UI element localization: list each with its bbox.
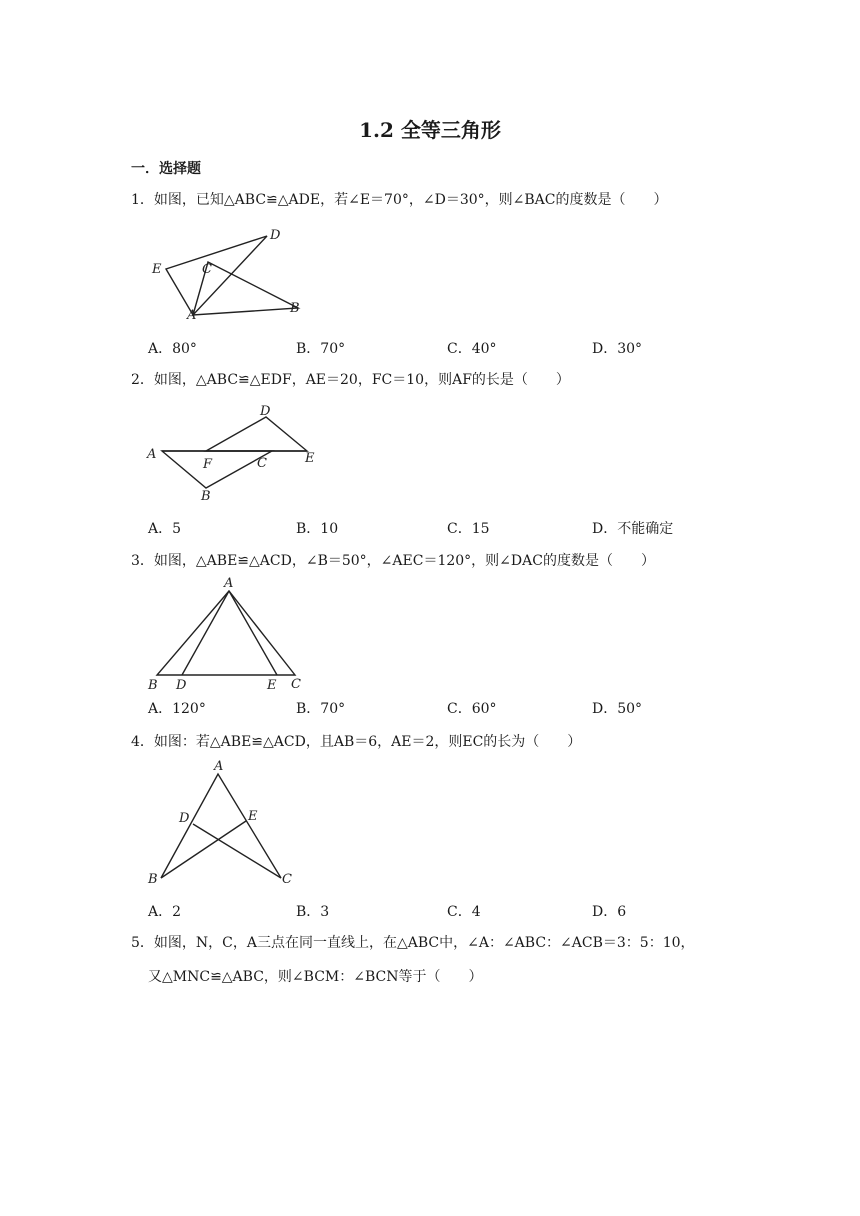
label-D: D <box>176 678 187 693</box>
label-D: D <box>260 404 271 419</box>
question-3-stem: 3．如图，△ABE≌△ACD，∠B＝50°，∠AEC＝120°，则∠DAC的度数是（ ） <box>131 553 655 569</box>
q3-option-c[interactable]: C．60° <box>447 701 497 717</box>
q1-option-c[interactable]: C．40° <box>447 341 497 357</box>
q2-option-b[interactable]: B．10 <box>296 521 339 537</box>
question-4-figure <box>140 758 310 893</box>
q4-option-b[interactable]: B．3 <box>296 904 330 920</box>
q4-option-a[interactable]: A．2 <box>148 904 182 920</box>
label-D: D <box>270 228 281 243</box>
question-2-stem: 2．如图，△ABC≌△EDF，AE＝20，FC＝10，则AF的长是（ ） <box>131 372 570 388</box>
label-B: B <box>148 872 158 887</box>
question-5-stem-line1: 5．如图，N，C，A三点在同一直线上，在△ABC中，∠A：∠ABC：∠ACB＝3：5：10， <box>131 935 695 951</box>
label-C: C <box>257 456 267 471</box>
triangle-abc-sides <box>161 774 281 878</box>
label-A: A <box>147 447 157 462</box>
label-F: F <box>203 457 213 472</box>
triangle-abc <box>157 591 295 675</box>
label-A: A <box>224 576 234 591</box>
label-A: A <box>187 308 197 323</box>
label-E: E <box>152 262 162 277</box>
triangle-abc <box>162 451 272 488</box>
label-B: B <box>290 301 300 316</box>
label-C: C <box>291 677 301 692</box>
q1-option-d[interactable]: D．30° <box>592 341 643 357</box>
question-1-figure <box>140 222 320 322</box>
label-E: E <box>267 678 277 693</box>
q2-option-d[interactable]: D．不能确定 <box>592 521 674 537</box>
triangle-ade <box>166 236 267 315</box>
line-cd <box>193 824 281 878</box>
label-A: A <box>214 759 224 774</box>
q3-option-b[interactable]: B．70° <box>296 701 346 717</box>
line-ad <box>182 591 229 675</box>
label-E: E <box>248 809 258 824</box>
label-C: C <box>282 872 292 887</box>
q3-option-d[interactable]: D．50° <box>592 701 643 717</box>
q2-option-c[interactable]: C．15 <box>447 521 490 537</box>
question-5-stem-line2: 又△MNC≌△ABC，则∠BCM：∠BCN等于（ ） <box>148 969 483 985</box>
label-B: B <box>148 678 158 693</box>
label-B: B <box>201 489 211 504</box>
line-ae <box>229 591 277 675</box>
question-2-figure <box>140 400 330 505</box>
label-E: E <box>305 451 315 466</box>
triangle-edf <box>206 417 307 451</box>
q1-option-a[interactable]: A．80° <box>148 341 197 357</box>
section-heading: 一．选择题 <box>131 161 201 177</box>
question-3-figure <box>140 574 320 694</box>
label-C: C <box>202 262 212 277</box>
page-title: 1.2 全等三角形 <box>359 118 501 142</box>
label-D: D <box>179 811 190 826</box>
q3-option-a[interactable]: A．120° <box>148 701 206 717</box>
q4-option-d[interactable]: D．6 <box>592 904 627 920</box>
question-1-stem: 1．如图，已知△ABC≌△ADE，若∠E＝70°，∠D＝30°，则∠BAC的度数是（ ） <box>131 192 668 208</box>
q4-option-c[interactable]: C．4 <box>447 904 481 920</box>
q1-option-b[interactable]: B．70° <box>296 341 346 357</box>
q2-option-a[interactable]: A．5 <box>148 521 182 537</box>
question-4-stem: 4．如图：若△ABE≌△ACD，且AB＝6，AE＝2，则EC的长为（ ） <box>131 734 582 750</box>
